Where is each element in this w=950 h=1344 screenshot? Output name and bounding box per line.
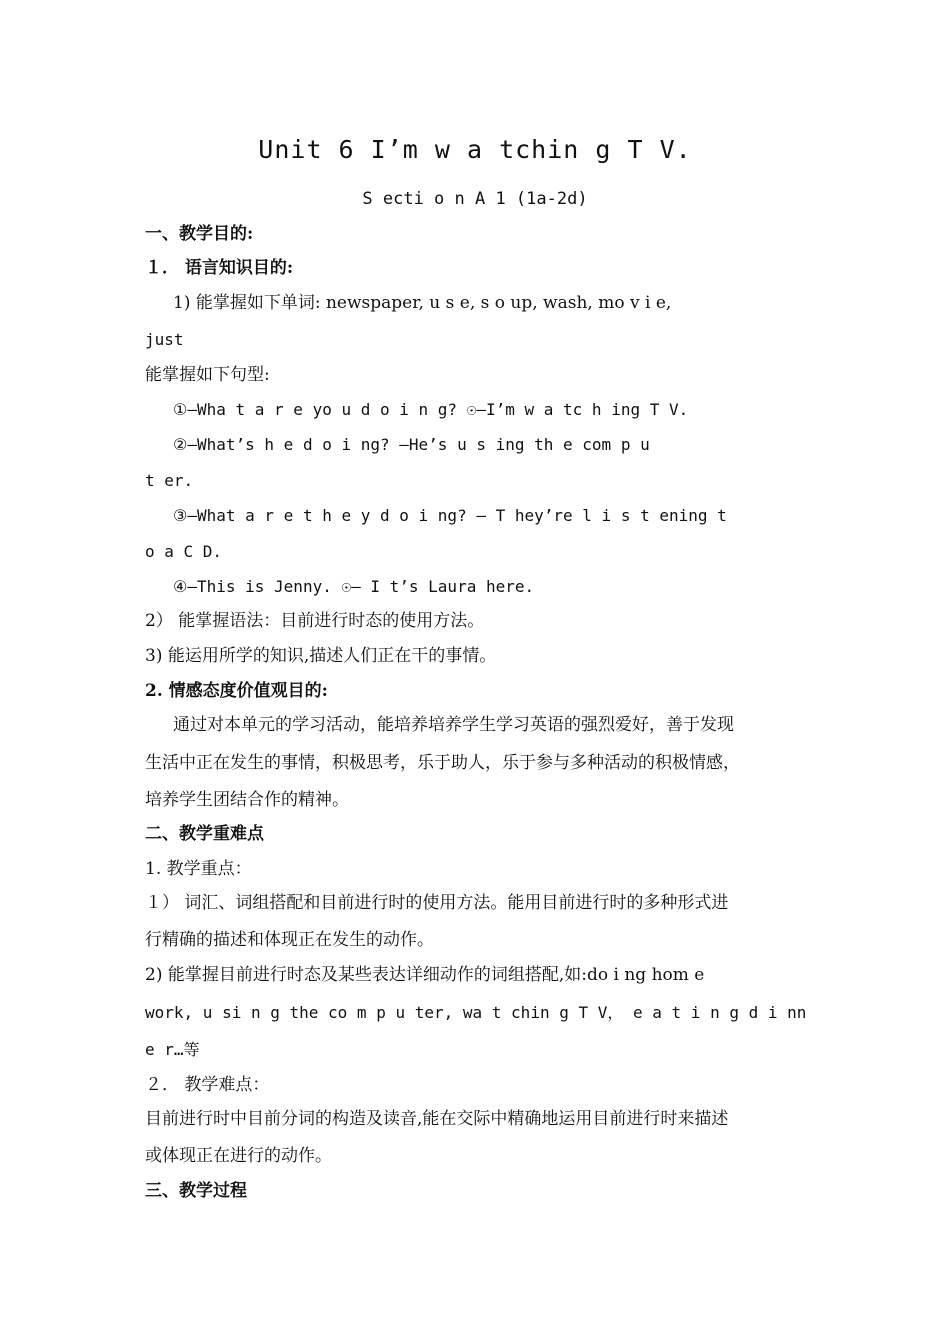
difficulty-line-2: 或体现正在进行的动作。 bbox=[145, 1146, 332, 1166]
vocab-line-2: just bbox=[145, 330, 184, 349]
emotion-paragraph-line-2: 生活中正在发生的事情，积极思考，乐于助人，乐于参与多种活动的积极情感， bbox=[145, 753, 740, 773]
section-subtitle: S ecti o n A 1 (1a-2d) bbox=[362, 189, 588, 209]
vocab-line-1: 1) 能掌握如下单词: newspaper, u s e, s o up, wash, mo v i e, bbox=[173, 293, 672, 313]
section-heading-process: 三、教学过程 bbox=[145, 1181, 247, 1201]
sentence-pattern-4: ④—This is Jenny. ☉— I t’s Laura here. bbox=[173, 577, 535, 596]
objective-describe: 3) 能运用所学的知识,描述人们正在干的事情。 bbox=[145, 646, 497, 666]
sentence-pattern-3b: o a C D. bbox=[145, 542, 223, 561]
sentence-pattern-3a: ③—What a r e t h e y d o i ng? — T hey’re l i s t ening t bbox=[173, 506, 727, 525]
objective-grammar: 2） 能掌握语法：目前进行时态的使用方法。 bbox=[145, 611, 485, 631]
key-points-heading: 1. 教学重点： bbox=[145, 859, 252, 879]
sentence-pattern-2b: t er. bbox=[145, 471, 194, 490]
unit-title: Unit 6 I’m w a tchin g T V. bbox=[258, 135, 692, 164]
section-heading-objectives: 一、教学目的: bbox=[145, 224, 254, 244]
key-point-1-line-1: １） 词汇、词组搭配和目前进行时的使用方法。能用目前进行时的多种形式进 bbox=[145, 893, 729, 913]
sentence-pattern-2a: ②—What’s h e d o i ng? —He’s u s ing th e com p u bbox=[173, 435, 650, 454]
subheading-emotion-values: 2. 情感态度价值观目的: bbox=[145, 681, 328, 701]
key-point-2-line-2: work, u si n g the co m p u ter, wa t chin g T V， e a t i n g d i nn bbox=[145, 1003, 807, 1022]
emotion-paragraph-line-1: 通过对本单元的学习活动，能培养培养学生学习英语的强烈爱好，善于发现 bbox=[173, 715, 734, 735]
key-point-2-line-3: e r…等 bbox=[145, 1040, 200, 1059]
key-point-2-line-1: 2) 能掌握目前进行时态及某些表达详细动作的词组搭配,如:do i ng hom e bbox=[145, 965, 705, 985]
section-heading-key-points: 二、教学重难点 bbox=[145, 824, 264, 844]
emotion-paragraph-line-3: 培养学生团结合作的精神。 bbox=[145, 790, 349, 810]
subheading-language-knowledge: １． 语言知识目的: bbox=[145, 258, 294, 278]
difficulty-line-1: 目前进行时中目前分词的构造及读音,能在交际中精确地运用目前进行时来描述 bbox=[145, 1109, 729, 1129]
difficulty-heading: ２． 教学难点： bbox=[145, 1075, 270, 1095]
sentence-pattern-1: ①—Wha t a r e yo u d o i n g? ☉—I’m w a tc h ing T V. bbox=[173, 400, 689, 419]
key-point-1-line-2: 行精确的描述和体现正在发生的动作。 bbox=[145, 930, 434, 950]
patterns-heading: 能掌握如下句型: bbox=[145, 365, 270, 385]
